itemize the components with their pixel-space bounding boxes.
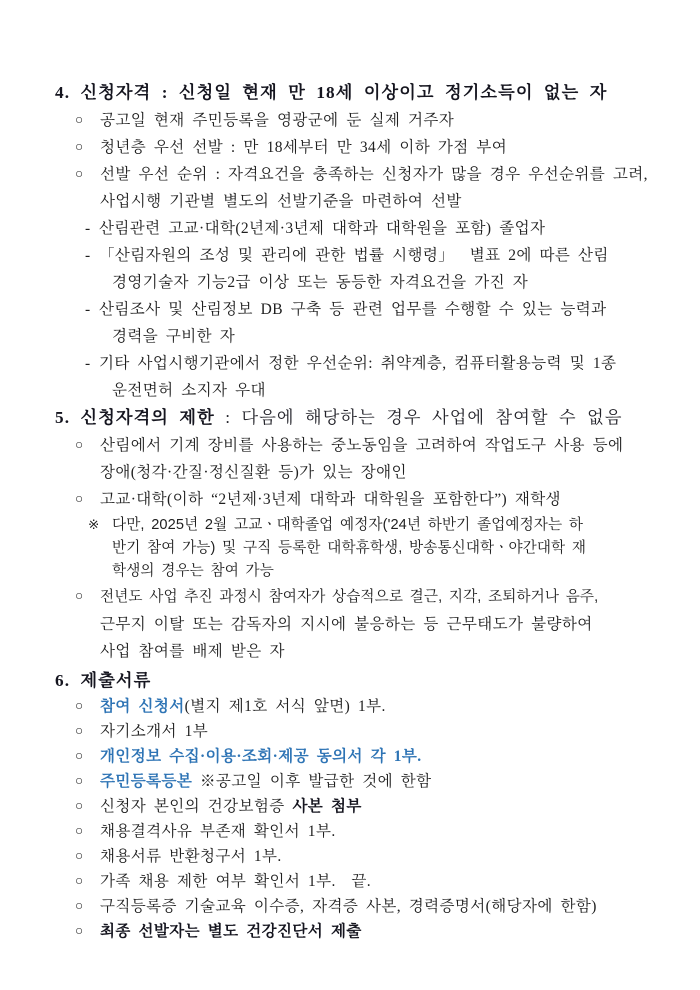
list-item-continuation [55, 537, 654, 560]
bullet-circle-marker: ○ [75, 437, 84, 452]
text-segment: 반기 참여 가능) 및 구직 등록한 대학휴학생, 방송통신대학ㆍ야간대학 재 [112, 540, 587, 556]
bullet-circle-marker: ○ [75, 112, 84, 127]
text-segment: 공고일 현재 주민등록을 영광군에 둔 실제 거주자 [100, 112, 455, 129]
bullet-circle-marker: ○ [75, 748, 84, 763]
text-segment: 자기소개서 1부 [100, 723, 209, 740]
list-item [55, 486, 654, 513]
bullet-circle-marker: ○ [75, 723, 84, 738]
text-segment: 신청자 본인의 건강보험증 [100, 798, 293, 815]
list-item-continuation [55, 377, 654, 404]
text-segment: 개인정보 수집·이용·조회·제공 동의서 각 1부. [100, 748, 422, 765]
bullet-circle-marker: ○ [75, 491, 84, 506]
document-content [55, 79, 654, 944]
text-segment: 경력을 구비한 자 [112, 328, 236, 345]
list-item [55, 744, 654, 769]
list-item [55, 513, 654, 537]
bullet-circle-marker: ○ [75, 898, 84, 913]
bullet-circle-marker: ○ [75, 166, 84, 181]
text-segment: : 다음에 해당하는 경우 사업에 참여할 수 없음 [225, 408, 623, 427]
list-item [55, 819, 654, 844]
list-item [55, 794, 654, 819]
text-segment: (별지 제1호 서식 앞면) 1부. [184, 698, 386, 715]
text-segment: 학생의 경우는 참여 가능 [112, 563, 274, 579]
text-segment: 채용서류 반환청구서 1부. [100, 848, 282, 865]
list-item-continuation [55, 560, 654, 583]
list-item-continuation [55, 269, 654, 296]
text-segment: 장애(청각·간질·정신질환 등)가 있는 장애인 [100, 464, 407, 481]
text-segment: 기타 사업시행기관에서 정한 우선순위: 취약계층, 컴퓨터활용능력 및 1종 [99, 355, 617, 372]
list-item [55, 215, 654, 242]
text-segment: 경영기술자 기능2급 이상 또는 동등한 자격요건을 가진 자 [112, 274, 529, 291]
text-segment: 「산림자원의 조성 및 관리에 관한 법률 시행령」 별표 2에 따른 산림 [99, 247, 609, 264]
dash-marker: - [85, 247, 91, 264]
text-segment: 산림관련 고교·대학(2년제·3년제 대학과 대학원을 포함) 졸업자 [99, 220, 546, 237]
section-5-restrictions [55, 404, 654, 665]
list-item [55, 161, 654, 188]
text-segment: 산림에서 기계 장비를 사용하는 중노동임을 고려하여 작업도구 사용 등에 [100, 437, 624, 454]
text-segment: 다만, 2025년 2월 고교ㆍ대학졸업 예정자('24년 하반기 졸업예정자는 하 [112, 517, 584, 533]
list-item-continuation [55, 638, 654, 665]
bullet-circle-marker: ○ [75, 773, 84, 788]
bullet-circle-marker: ○ [75, 798, 84, 813]
bullet-circle-marker: ○ [75, 698, 84, 713]
text-segment: 6. 제출서류 [55, 671, 152, 690]
list-item-continuation [55, 323, 654, 350]
text-segment: 전년도 사업 추진 과정시 참여자가 상습적으로 결근, 지각, 조퇴하거나 음주, [100, 589, 599, 605]
list-item [55, 894, 654, 919]
list-item [55, 296, 654, 323]
text-segment: 사업 참여를 배제 받은 자 [100, 643, 285, 660]
bullet-circle-marker: ○ [75, 139, 84, 154]
bullet-circle-marker: ○ [75, 823, 84, 838]
text-segment: 사본 첨부 [292, 798, 362, 815]
text-segment: 주민등록등본 [100, 773, 193, 790]
text-segment: 최종 선발자는 별도 건강진단서 제출 [100, 923, 362, 940]
list-item [55, 242, 654, 269]
section-heading [55, 404, 654, 432]
list-item [55, 769, 654, 794]
bullet-circle-marker: ○ [75, 588, 84, 603]
text-segment: 선발 우선 순위 : 자격요건을 충족하는 신청자가 많을 경우 우선순위를 고려, [100, 166, 648, 183]
dash-marker: - [85, 355, 91, 372]
bullet-circle-marker: ○ [75, 848, 84, 863]
list-item [55, 350, 654, 377]
text-segment: 4. 신청자격 : 신청일 현재 만 18세 이상이고 정기소득이 없는 자 [55, 83, 608, 102]
list-item-continuation [55, 188, 654, 215]
list-item [55, 844, 654, 869]
list-item [55, 432, 654, 459]
text-segment: 채용결격사유 부존재 확인서 1부. [100, 823, 336, 840]
list-item [55, 869, 654, 894]
text-segment: 사업시행 기관별 별도의 선발기준을 마련하여 선발 [100, 193, 462, 210]
section-heading [55, 667, 654, 694]
list-item-continuation [55, 459, 654, 486]
text-segment: 산림조사 및 산림정보 DB 구축 등 관련 업무를 수행할 수 있는 능력과 [99, 301, 607, 318]
text-segment: 참여 신청서 [100, 698, 185, 715]
text-segment: ※공고일 이후 발급한 것에 한함 [192, 773, 432, 790]
reference-mark-icon: ※ [88, 517, 100, 532]
bullet-circle-marker: ○ [75, 923, 84, 938]
text-segment: 고교·대학(이하 “2년제·3년제 대학과 대학원을 포함한다”) 재학생 [100, 491, 561, 508]
list-item-continuation [55, 611, 654, 638]
text-segment: 5. 신청자격의 제한 [55, 408, 226, 427]
list-item [55, 694, 654, 719]
text-segment: 운전면허 소지자 우대 [112, 382, 266, 399]
text-segment: 근무지 이탈 또는 감독자의 지시에 불응하는 등 근무태도가 불량하여 [100, 616, 593, 633]
dash-marker: - [85, 301, 91, 318]
text-segment: 청년층 우선 선발 : 만 18세부터 만 34세 이하 가점 부여 [100, 139, 508, 156]
text-segment: 가족 채용 제한 여부 확인서 1부. 끝. [100, 873, 371, 890]
section-4-eligibility [55, 79, 654, 404]
list-item [55, 719, 654, 744]
bullet-circle-marker: ○ [75, 873, 84, 888]
list-item [55, 919, 654, 944]
dash-marker: - [85, 220, 91, 237]
list-item [55, 583, 654, 611]
list-item [55, 107, 654, 134]
section-6-documents [55, 667, 654, 944]
text-segment: 구직등록증 기술교육 이수증, 자격증 사본, 경력증명서(해당자에 한함) [100, 898, 597, 915]
list-item [55, 134, 654, 161]
section-heading [55, 79, 654, 107]
